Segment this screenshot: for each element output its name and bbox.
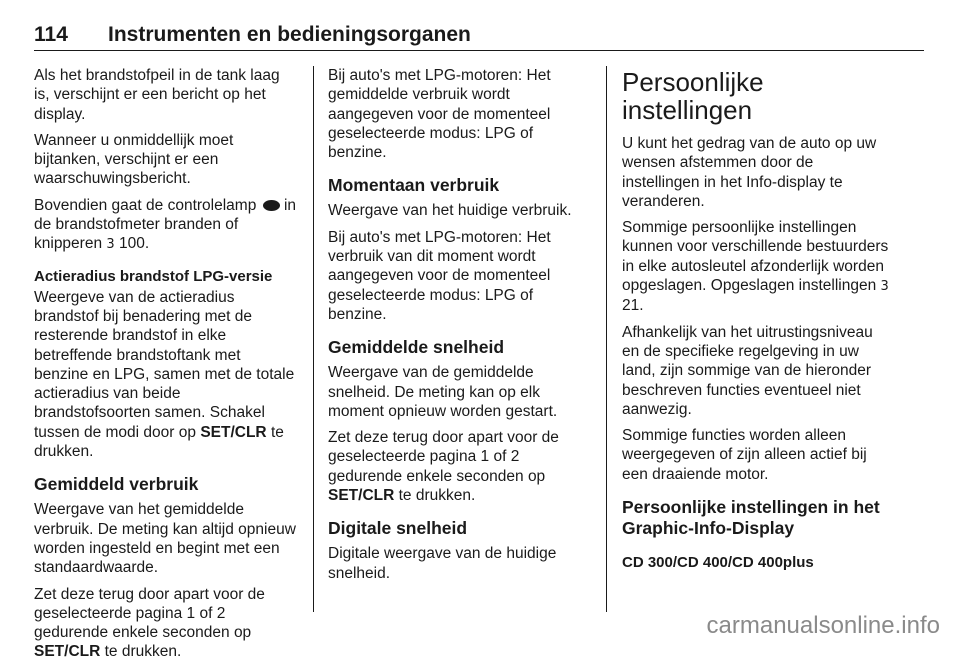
page-reference-link[interactable]: 21.: [622, 297, 644, 315]
section-title-personal-settings: Persoonlijke instellingen: [622, 67, 764, 125]
paragraph: Bij auto's met LPG-motoren: Het gemiddelde verbruik wordt aangegeven voor de momenteel geselecteerde modus: LPG of benzine.: [328, 67, 551, 162]
button-label-set-clr: SET/CLR: [200, 423, 267, 441]
paragraph: Weergave van het gemiddelde verbruik. De meting kan altijd opnieuw worden ingesteld en begint met een standaardwaarde.: [34, 501, 296, 577]
paragraph: Bij auto's met LPG-motoren: Het verbruik van dit moment wordt aangegeven voor de momenteel geselecteerde modus: LPG of benzine.: [328, 228, 551, 323]
section-heading-current-consumption: Momentaan verbruik: [328, 175, 500, 196]
paragraph: Digitale weergave van de huidige snelheid.: [328, 545, 557, 582]
page-header: [34, 20, 924, 51]
paragraph: Sommige persoonlijke instellingen kunnen voor verschillende bestuurders in elke autosleutel afzonderlijk worden opgeslagen. Opgeslagen instellingen 3 21.: [622, 219, 889, 315]
page-reference-icon: 3: [106, 237, 115, 253]
fuel-warning-lamp-icon: [263, 200, 280, 211]
paragraph: Wanneer u onmiddellijk moet bijtanken, verschijnt er een waarschuwingsbericht.: [34, 131, 234, 188]
section-heading-lpg-range: Actieradius brandstof LPG-versie: [34, 267, 273, 285]
paragraph: Weergeve van de actieradius brandstof bij benadering met de resterende brandstof in elke betreffende brandstoftank met benzine en LPG, samen met de totale actieradius van beide brandstofsoorten samen. Schakel tussen de modi door op SET/CLR te drukken.: [34, 288, 295, 461]
section-heading-average-consumption: Gemiddeld verbruik: [34, 474, 199, 495]
column-left: [34, 66, 299, 669]
paragraph: Weergave van het huidige verbruik.: [328, 202, 572, 220]
paragraph: Sommige functies worden alleen weergegeven of zijn alleen actief bij een draaiende motor.: [622, 427, 867, 483]
section-heading-digital-speed: Digitale snelheid: [328, 518, 468, 539]
button-label-set-clr: SET/CLR: [328, 487, 395, 505]
button-label-set-clr: SET/CLR: [34, 643, 101, 661]
column-divider: [313, 66, 314, 612]
paragraph: Weergave van de gemiddelde snelheid. De meting kan op elk moment opnieuw worden gestart.: [328, 364, 558, 420]
column-divider: [606, 66, 607, 612]
section-heading-graphic-info-display: Persoonlijke instellingen in het Graphic-Info-Display: [622, 497, 880, 539]
section-heading-average-speed: Gemiddelde snelheid: [328, 337, 505, 358]
column-right: [622, 66, 892, 572]
page-reference-icon: 3: [880, 279, 889, 295]
model-list: CD 300/CD 400/CD 400plus: [622, 554, 814, 572]
page-number: 114: [34, 23, 68, 46]
paragraph: Zet deze terug door apart voor de geselecteerde pagina 1 of 2 gedurende enkele seconden op SET/CLR te drukken.: [34, 585, 265, 661]
chapter-title: Instrumenten en bedieningsorganen: [108, 23, 471, 46]
column-middle: [328, 66, 590, 590]
watermark: carmanualsonline.info: [706, 612, 940, 639]
paragraph: U kunt het gedrag van de auto op uw wensen afstemmen door de instellingen in het Info-display te veranderen.: [622, 135, 877, 210]
paragraph: Als het brandstofpeil in de tank laag is, verschijnt er een bericht op het display.: [34, 67, 280, 123]
page-reference-link[interactable]: 100.: [118, 235, 150, 253]
paragraph: Afhankelijk van het uitrustingsniveau en de specifieke regelgeving in uw land, zijn sommige van de hieronder beschreven functies eventueel niet aanwezig.: [622, 323, 873, 418]
paragraph: Zet deze terug door apart voor de geselecteerde pagina 1 of 2 gedurende enkele seconden op SET/CLR te drukken.: [328, 429, 559, 505]
paragraph: Bovendien gaat de controlelamp in de brandstofmeter branden of knipperen 3 100.: [34, 196, 297, 253]
